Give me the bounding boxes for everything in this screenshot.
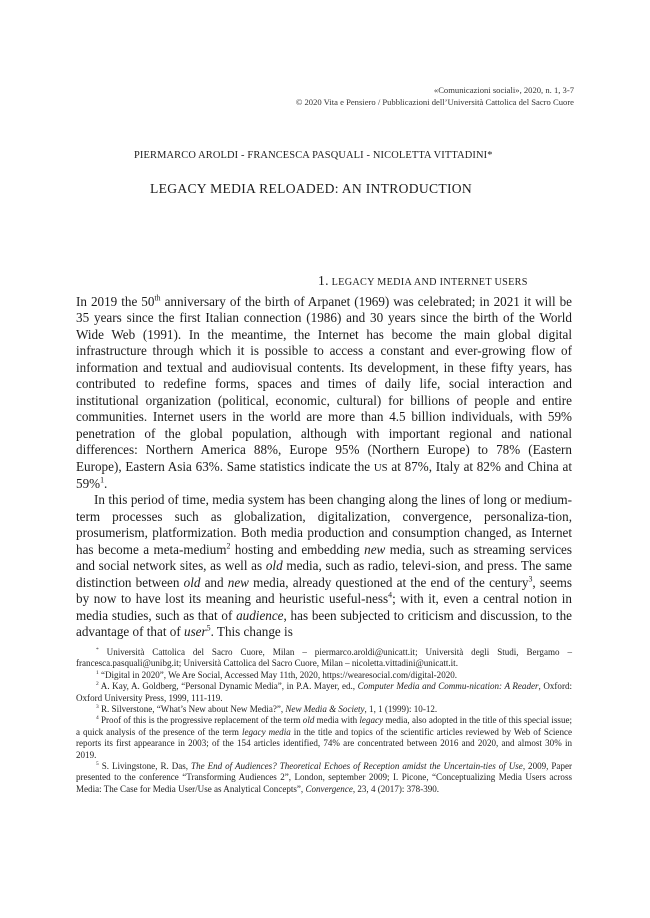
emphasis: new <box>364 541 386 557</box>
text-run: hosting and embedding <box>230 541 365 557</box>
section-heading <box>318 273 528 289</box>
running-header <box>296 84 574 108</box>
text-run: at 87%, Italy at 82% and China at 59% <box>76 458 572 491</box>
footnote-italic: The End of Audiences? Theoretical Echoes of Reception amidst the Uncertain-ties of Use <box>191 761 523 772</box>
body-text <box>76 294 572 641</box>
footnote-text: media with <box>314 715 360 726</box>
footnote-text: S. Livingstone, R. Das, <box>98 761 192 772</box>
footnote-text: R. Silverstone, “What’s New about New Media?”, <box>98 704 286 715</box>
section-number: 1. <box>318 273 329 288</box>
footnote-4 <box>76 715 572 761</box>
emphasis: old <box>265 558 283 574</box>
footnote-italic: Computer Media and Commu-nication: A Reader <box>357 681 539 692</box>
section-title: LEGACY MEDIA AND INTERNET USERS <box>331 277 528 288</box>
footnote-2 <box>76 681 572 704</box>
footnote-italic: old <box>302 715 315 726</box>
paragraph-2 <box>76 492 572 640</box>
footnote-ref-3[interactable]: 3 <box>528 574 533 584</box>
footnote-author-affiliations <box>76 647 572 670</box>
footnote-italic: Convergence <box>305 783 353 794</box>
text-run: media, such as radio, televi-sion, and press. The same distinction between <box>76 558 573 590</box>
footnote-text: Proof of this is the progressive replacement of the term <box>98 715 303 726</box>
footnote-text: in the title and topics of the scientific articles reviewed by Web of Science reports its first appearance in 2003; of the 154 articles identified, 74% are concentrated between 2016 and 2020, and almost 30% in 2019. <box>76 726 573 760</box>
text-run: US <box>373 461 388 474</box>
footnote-marker: * <box>96 646 99 653</box>
footnote-5 <box>76 761 572 795</box>
emphasis: user <box>184 624 207 640</box>
emphasis: audience <box>236 607 284 623</box>
text-run: media, already questioned at the end of the century <box>248 574 529 590</box>
footnote-marker: 5 <box>96 761 99 768</box>
footnote-text: “Digital in 2020”, We Are Social, Accessed May 11th, 2020, https://wearesocial.com/digital-2020. <box>98 669 458 680</box>
author-list: PIERMARCO AROLDI - FRANCESCA PASQUALI - NICOLETTA VITTADINI* <box>134 150 493 161</box>
footnote-text: , 1, 1 (1999): 10-12. <box>364 704 438 715</box>
text-run: , has been subjected to criticism and discussion, to the advantage of that of <box>76 607 572 640</box>
footnote-italic: legacy media <box>241 726 291 737</box>
text-run: ; with it, even a central notion in media studies, such as that of <box>76 591 572 623</box>
footnote-text: , Oxford: Oxford University Press, 1999, 111-119. <box>76 681 572 703</box>
footnotes <box>76 647 572 795</box>
footnote-text: A. Kay, A. Goldberg, “Personal Dynamic Media”, in P.A. Mayer, ed., <box>98 681 358 692</box>
text-run: . <box>104 475 108 491</box>
text-run: media, such as streaming services and social network sites, as well as <box>76 541 572 574</box>
footnote-italic: legacy <box>359 715 384 726</box>
footnote-marker: 1 <box>96 669 99 676</box>
paragraph-1 <box>76 294 572 492</box>
copyright-line: © 2020 Vita e Pensiero / Pubblicazioni dell’Università Cattolica del Sacro Cuore <box>295 97 574 107</box>
text-run: anniversary of the birth of Arpanet (1969) was celebrated; in 2021 it will be 35 years since the first Italian connection (1986) and 30 years since the birth of the World Wide Web (1991). In the meantime, the Internet has become the main global digital infrastructure through which it is possible to access a constant and ever-growing flow of information and textual and audiovisual contents. Its development, in these fifty years, has contributed to redefine forms, spaces and times of daily life, social interaction and institutional organization (political, economic, cultural) for billions of people and entire communities. Internet users in the world are more than 4.5 billion individuals, with 59% penetration of the global population, although with important regional and national differences: Northern America 88%, Europe 95% (Northern Europe) to 78% (Eastern Europe), Eastern Asia 63%. Same statistics indicate the <box>76 294 573 474</box>
footnote-italic: New Media & Society <box>285 704 365 715</box>
footnote-text: , 2009, Paper presented to the conference “Transforming Audiences 2”, London, september 2009; I. Picone, “Conceptualizing Media Users across Media: The Case for Media User/Use as Analytical Concepts”, <box>76 761 572 794</box>
emphasis: new <box>227 574 249 590</box>
footnote-1 <box>76 670 572 681</box>
footnote-text: , 23, 4 (2017): 378-390. <box>352 783 440 794</box>
footnote-text: Università Cattolica del Sacro Cuore, Milan – piermarco.aroldi@unicatt.it; Università degli Studi, Bergamo – francesca.pasquali@unibg.it; Università Cattolica del Sacro Cuore, Milan – nicoletta.vittadini@unicatt.it. <box>76 647 572 669</box>
footnote-ref-1[interactable]: 1 <box>100 475 105 485</box>
footnote-marker: 2 <box>96 681 99 688</box>
footnote-marker: 3 <box>96 704 99 711</box>
footnote-ref-2[interactable]: 2 <box>226 541 231 551</box>
emphasis: old <box>183 574 201 590</box>
article-title: LEGACY MEDIA RELOADED: AN INTRODUCTION <box>150 181 473 196</box>
footnote-3 <box>76 704 572 715</box>
text-run: and <box>200 574 228 590</box>
footnote-ref-4[interactable]: 4 <box>388 590 393 600</box>
text-run: In this period of time, media system has been changing along the lines of long or medium-term processes such as globalization, digitalization, convergence, personaliza-tion, prosumerism, platformization. Both media production and consumption changed, as Internet has become a meta-medium <box>76 492 572 557</box>
ordinal-superscript: th <box>154 293 161 303</box>
journal-citation: «Comunicazioni sociali», 2020, n. 1, 3-7 <box>433 85 574 95</box>
footnote-marker: 4 <box>96 715 99 722</box>
text-run: , seems by now to have lost its meaning and heuristic useful-ness <box>76 574 573 607</box>
text-run: . This change is <box>210 624 293 640</box>
footnote-ref-5[interactable]: 5 <box>206 623 211 633</box>
text-run: In 2019 the 50 <box>76 294 155 309</box>
footnote-text: media, also adopted in the title of this special issue; a quick analysis of the presence of the term <box>76 715 573 737</box>
